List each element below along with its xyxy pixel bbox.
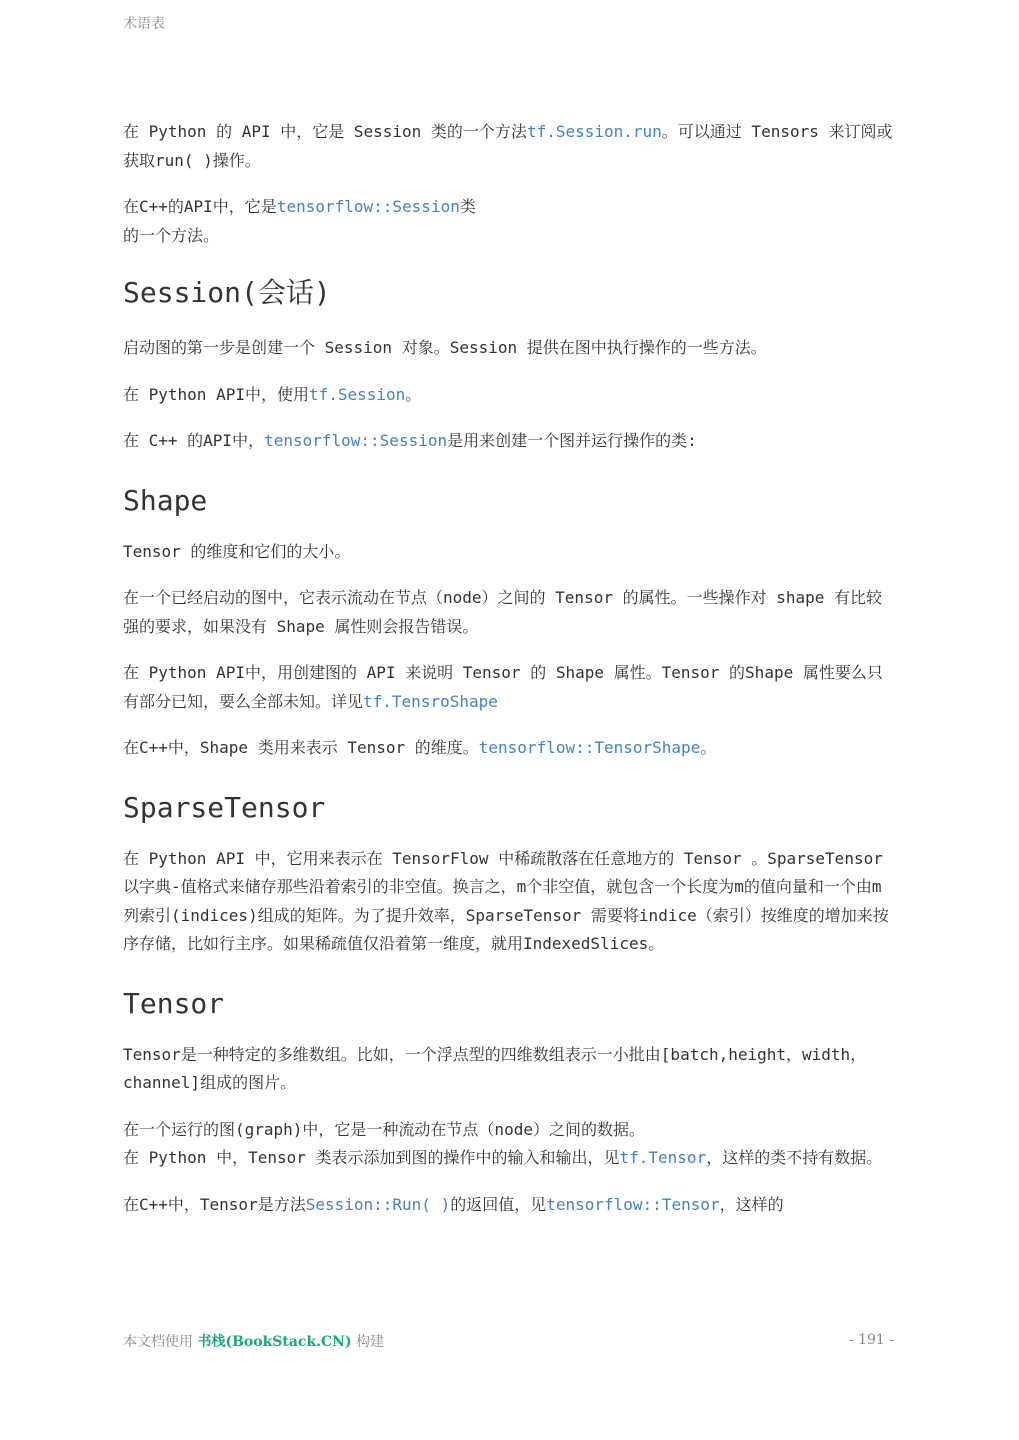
link-tensorflow-session[interactable]: tensorflow::Session xyxy=(264,431,448,450)
paragraph: 在 Python API中，用创建图的 API 来说明 Tensor 的 Shape 属性。Tensor 的Shape 属性要么只有部分已知，要么全部未知。详见tf.TensroShape xyxy=(123,663,883,711)
link-tensorflow-tensorshape[interactable]: tensorflow::TensorShape xyxy=(478,738,701,757)
paragraph: 在C++的API中，它是tensorflow::Session类 的一个方法。 xyxy=(123,197,476,245)
link-tf-tensroshape[interactable]: tf.TensroShape xyxy=(363,691,498,711)
link-tf-session[interactable]: tf.Session xyxy=(308,384,406,404)
paragraph: 启动图的第一步是创建一个 Session 对象。Session 提供在图中执行操作的一些方法。 xyxy=(123,338,767,357)
heading-sparsetensor: SparseTensor xyxy=(123,790,326,824)
paragraph: 在 C++ 的API中，tensorflow::Session是用来创建一个图并运行操作的类: xyxy=(123,431,697,450)
heading-session: Session(会话) xyxy=(123,276,331,309)
paragraph: 在 Python 的 API 中，它是 Session 类的一个方法tf.Session.run。可以通过 Tensors 来订阅或获取run( )操作。 xyxy=(123,122,893,170)
page-number: - 191 - xyxy=(848,1332,894,1348)
bookstack-link[interactable]: 书栈(BookStack.CN) xyxy=(197,1334,352,1350)
paragraph: Tensor是一种特定的多维数组。比如，一个浮点型的四维数组表示一小批由[batch,height，width，channel]组成的图片。 xyxy=(123,1044,867,1092)
paragraph: 在 Python API 中，它用来表示在 TensorFlow 中稀疏散落在任意地方的 Tensor 。SparseTensor 以字典-值格式来储存那些沿着索引的非空值。换言之，m个非空值，就包含一个长度为m的值向量和一个由m列索引(indices)组成的矩阵。为了提升效率，SparseTensor 需要将indice（索引）按维度的增加来按序存储，比如行主序。如果稀疏值仅沿着第一维度，就用IndexedSlices。 xyxy=(123,848,889,953)
running-header: 术语表 xyxy=(123,16,165,32)
link-tf-tensor[interactable]: tf.Tensor xyxy=(619,1148,707,1167)
paragraph: 在C++中，Tensor是方法Session::Run( )的返回值，见tensorflow::Tensor，这样的 xyxy=(123,1194,784,1214)
heading-tensor: Tensor xyxy=(123,986,225,1020)
paragraph: 在一个运行的图(graph)中，它是一种流动在节点（node）之间的数据。 在 Python 中，Tensor 类表示添加到图的操作中的输入和输出，见tf.Tensor，这样的类不持有数据。 xyxy=(123,1119,883,1167)
footer-credit: 本文档使用 书栈(BookStack.CN) 构建 xyxy=(123,1334,385,1350)
paragraph: Tensor 的维度和它们的大小。 xyxy=(123,541,351,561)
page-body xyxy=(123,118,893,1237)
link-tf-session-run[interactable]: tf.Session.run xyxy=(526,122,662,141)
heading-shape: Shape xyxy=(123,483,208,517)
link-session-run[interactable]: Session::Run( ) xyxy=(305,1194,451,1214)
paragraph: 在C++中，Shape 类用来表示 Tensor 的维度。tensorflow::TensorShape。 xyxy=(123,738,717,757)
link-tensorflow-tensor[interactable]: tensorflow::Tensor xyxy=(546,1194,720,1214)
link-tensorflow-session[interactable]: tensorflow::Session xyxy=(276,197,460,216)
paragraph: 在一个已经启动的图中，它表示流动在节点（node）之间的 Tensor 的属性。一些操作对 shape 有比较强的要求，如果没有 Shape 属性则会报告错误。 xyxy=(123,588,883,636)
paragraph: 在 Python API中，使用tf.Session。 xyxy=(123,384,422,404)
